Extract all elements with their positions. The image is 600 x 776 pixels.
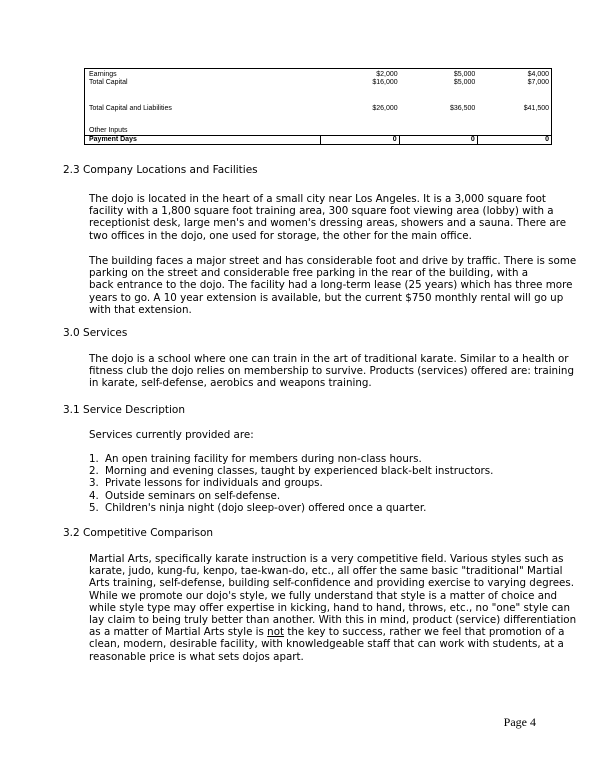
- services-intro: [89, 429, 559, 441]
- text-line: back entrance to the dojo. The facility had a long-term lease (25 years) which has three more: [89, 279, 573, 292]
- table-row: [85, 127, 551, 135]
- table-row-bold: [85, 135, 551, 144]
- text-line: lay claim to being truly better than another. With this in mind, product (service) differentiation: [89, 614, 577, 627]
- text-line: receptionist desk, large men's and women's dressing areas, showers and a sauna. There are: [89, 217, 567, 230]
- cell-value: [322, 127, 400, 135]
- text-line: Martial Arts, specifically karate instruction is a very competitive field. Various styles such as: [89, 553, 564, 565]
- list-number: 3.: [89, 477, 99, 490]
- text-fragment: the key to success, rather we feel that promotion of a: [284, 626, 565, 639]
- list-item: [89, 465, 493, 477]
- list-text: Private lessons for individuals and groups.: [105, 477, 323, 490]
- section-heading-2-3: 2.3 Company Locations and Facilities: [63, 164, 258, 176]
- cell-value: $5,000: [453, 79, 476, 86]
- cell-value: [477, 127, 551, 135]
- cell-value: 0: [399, 136, 477, 144]
- text-line: years to go. A 10 year extension is available, but the current $750 monthly rental will go up: [89, 291, 564, 304]
- paragraph-location: [89, 193, 567, 242]
- underlined-word: not: [267, 626, 285, 639]
- text-line: with that extension.: [89, 303, 192, 316]
- text-line: The dojo is a school where one can train in the art of traditional karate. Similar to a health or: [89, 353, 569, 365]
- cell-value: $41,500: [523, 105, 550, 112]
- cell-value: [400, 127, 478, 135]
- cell-value: 0: [477, 136, 551, 144]
- row-label: Earnings: [89, 71, 117, 78]
- text-line: While we promote our dojo's style, we fully understand that style is a matter of choice and: [89, 589, 558, 602]
- list-text: An open training facility for members during non-class hours.: [105, 453, 422, 465]
- section-heading-3-1: 3.1 Service Description: [63, 404, 185, 416]
- list-item: [89, 502, 493, 514]
- list-number: 2.: [89, 465, 99, 478]
- paragraph-competitive: [89, 553, 577, 663]
- text-line: while style type may offer expertise in kicking, hand to hand, throws, etc., no "one" style can: [89, 601, 571, 614]
- list-text: Children's ninja night (dojo sleep-over) offered once a quarter.: [105, 501, 427, 514]
- paragraph-building: [89, 255, 577, 316]
- list-number: 4.: [89, 489, 99, 502]
- cell-value: $16,000: [372, 79, 398, 86]
- cell-value: $4,000: [527, 71, 550, 78]
- text-line: reasonable price is what sets dojos apart.: [89, 650, 304, 663]
- list-text: Morning and evening classes, taught by experienced black-belt instructors.: [105, 465, 494, 478]
- row-label: Total Capital: [89, 79, 128, 86]
- text-line: fitness club the dojo relies on membership to survive. Products (services) offered are: training: [89, 365, 574, 378]
- page-number: Page 4: [503, 715, 536, 729]
- cell-value: $5,000: [453, 71, 476, 78]
- text-line: [89, 626, 565, 639]
- cell-value: 0: [320, 136, 398, 144]
- text-line: two offices in the dojo, one used for storage, the other for the main office.: [89, 229, 472, 242]
- list-item: [89, 490, 493, 502]
- list-text: Outside seminars on self-defense.: [105, 489, 281, 502]
- paragraph-services: [89, 353, 574, 390]
- row-label: Total Capital and Liabilities: [89, 105, 172, 112]
- text-line: The dojo is located in the heart of a small city near Los Angeles. It is a 3,000 square foot: [89, 193, 546, 205]
- table-row: [85, 79, 551, 87]
- cell-value: $26,000: [372, 105, 398, 112]
- list-item: [89, 453, 493, 465]
- text-line: clean, modern, desirable facility, with knowledgeable staff that can work with students, at a: [89, 638, 564, 651]
- text-line: The building faces a major street and has considerable foot and drive by traffic. There is some: [89, 255, 577, 267]
- list-item: [89, 477, 493, 489]
- row-label: Other Inputs: [89, 127, 128, 134]
- text-line: in karate, self-defense, aerobics and weapons training.: [89, 377, 372, 390]
- text-line: parking on the street and considerable free parking in the rear of the building, with a: [89, 267, 529, 280]
- text-line: facility with a 1,800 square foot training area, 300 square foot viewing area (lobby) with a: [89, 205, 554, 218]
- text-fragment: as a matter of Martial Arts style is: [89, 626, 268, 639]
- section-heading-3-2: 3.2 Competitive Comparison: [63, 527, 214, 539]
- text-line: karate, judo, kung-fu, kenpo, tae-kwan-do, etc., all offer the same basic "traditional" Martial: [89, 565, 563, 578]
- financial-table: [84, 68, 552, 145]
- cell-value: $7,000: [527, 79, 550, 86]
- services-list: [89, 453, 493, 514]
- table-row: [85, 105, 551, 113]
- section-heading-3-0: 3.0 Services: [63, 327, 128, 339]
- table-row: [85, 71, 551, 79]
- text-line: Services currently provided are:: [89, 429, 254, 441]
- row-label: Payment Days: [89, 136, 137, 143]
- cell-value: $36,500: [450, 105, 476, 112]
- text-line: Arts training, self-defense, building self-confidence and providing exercise to varying degrees.: [89, 577, 575, 590]
- list-number: 1.: [89, 453, 99, 465]
- cell-value: $2,000: [376, 71, 398, 78]
- list-number: 5.: [89, 501, 99, 514]
